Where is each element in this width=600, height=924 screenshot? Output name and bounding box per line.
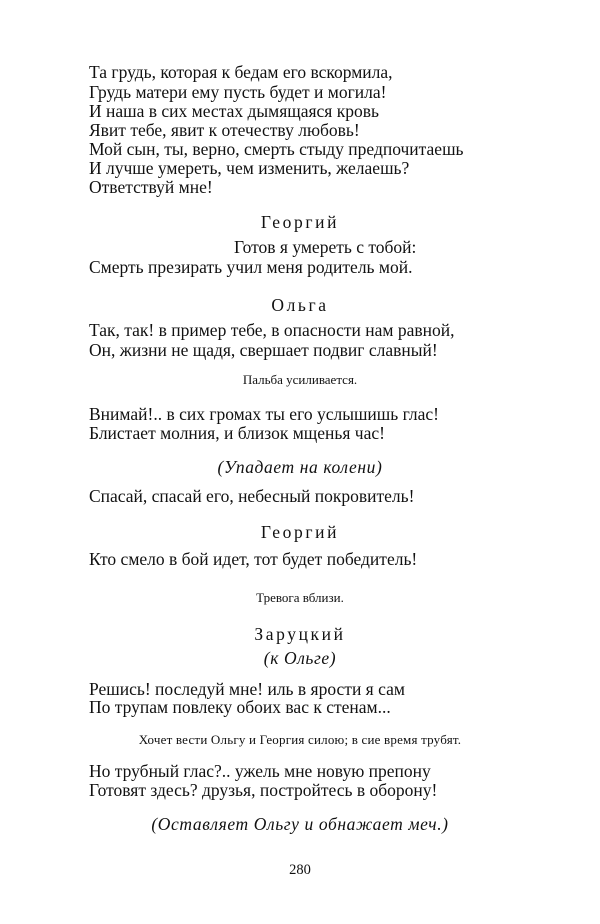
speaker-name: Георгий: [260, 522, 340, 542]
verse-line: Ответствуй мне!: [89, 177, 213, 197]
speaker-name: Ольга: [271, 295, 329, 315]
speaker-name: Заруцкий: [254, 624, 346, 644]
verse-line: Он, жизни не щадя, свершает подвиг славный!: [89, 340, 438, 360]
stage-direction-italic: (Упадает на колени): [217, 457, 383, 477]
stage-direction: Тревога вблизи.: [256, 590, 344, 605]
verse-line: Та грудь, которая к бедам его вскормила,: [89, 62, 393, 82]
verse-line: Решись! последуй мне! иль в ярости я сам: [89, 679, 405, 699]
verse-line: Кто смело в бой идет, тот будет победитель!: [89, 549, 418, 569]
verse-line: Но трубный глас?.. ужель мне новую препону: [89, 761, 431, 781]
verse-line: Смерть презирать учил меня родитель мой.: [89, 257, 413, 277]
verse-line: Так, так! в пример тебе, в опасности нам равной,: [89, 320, 455, 340]
stage-direction-italic: (Оставляет Ольгу и обнажает меч.): [151, 814, 449, 834]
verse-line: Явит тебе, явит к отечеству любовь!: [89, 120, 360, 140]
verse-line: Мой сын, ты, верно, смерть стыду предпочитаешь: [89, 139, 464, 159]
verse-line: Грудь матери ему пусть будет и могила!: [89, 82, 387, 102]
stage-direction: Хочет вести Ольгу и Георгия силою; в сие время трубят.: [138, 732, 462, 747]
verse-line: Внимай!.. в сих громах ты его услышишь глас!: [89, 404, 440, 424]
verse-line: Блистает молния, и близок мщенья час!: [89, 423, 385, 443]
verse-line: Готов я умереть с тобой:: [234, 237, 417, 257]
verse-line: И наша в сих местах дымящаяся кровь: [89, 101, 379, 121]
stage-direction: Пальба усиливается.: [242, 372, 358, 387]
page-number: 280: [289, 862, 311, 878]
verse-line: Готовят здесь? друзья, постройтесь в оборону!: [89, 780, 438, 800]
verse-line: Спасай, спасай его, небесный покровитель!: [89, 486, 415, 506]
verse-line: И лучше умереть, чем изменить, желаешь?: [89, 158, 410, 178]
verse-line: По трупам повлеку обоих вас к стенам...: [89, 697, 391, 717]
speaker-name: Георгий: [260, 212, 340, 232]
speaker-note: (к Ольге): [263, 648, 337, 668]
